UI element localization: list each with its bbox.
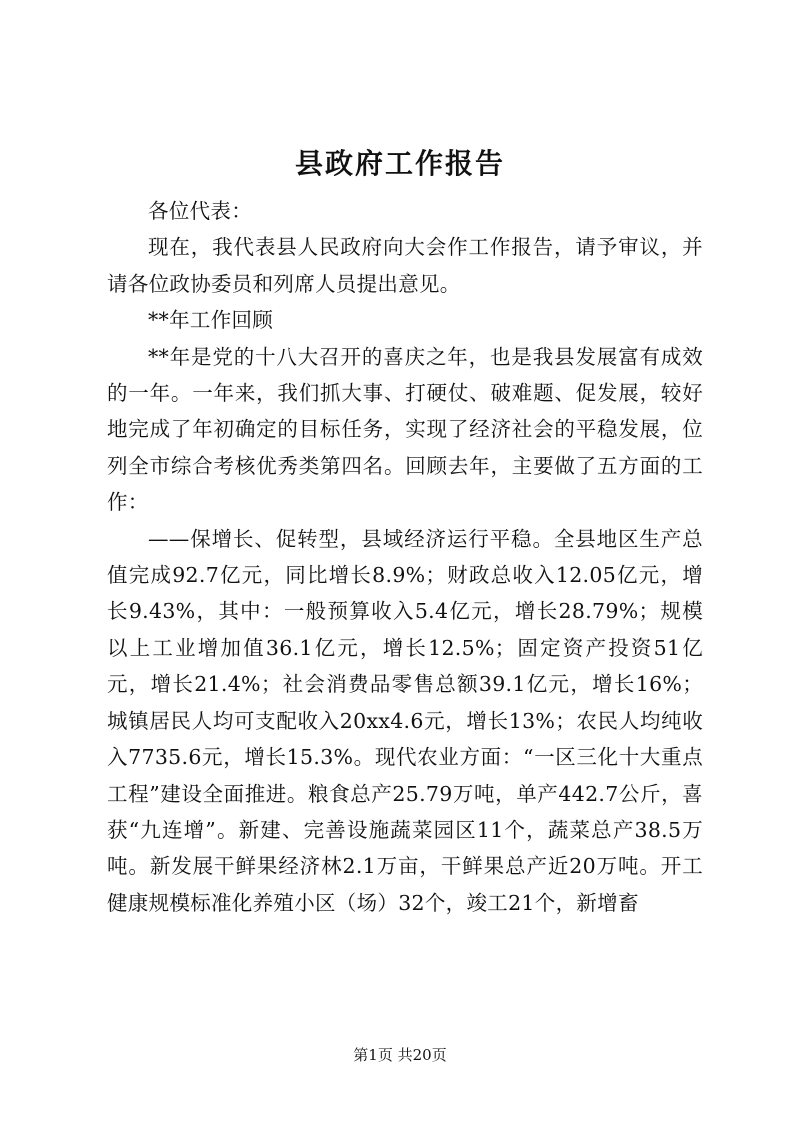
salutation-paragraph: 各位代表： <box>148 199 252 223</box>
opening-paragraph: 现在，我代表县人民政府向大会作工作报告，请予审议，并请各位政协委员和列席人员提出意见。 <box>107 235 703 296</box>
page-number-footer: 第1页 共20页 <box>353 1046 447 1064</box>
section-heading: **年工作回顾 <box>148 308 274 333</box>
review-paragraph: **年是党的十八大召开的喜庆之年，也是我县发展富有成效的一年。一年来，我们抓大事、打硬仗、破难题、促发展，较好地完成了年初确定的目标任务，实现了经济社会的平稳发展，位列全市综合考核优秀类第四名。回顾去年，主要做了五方面的工作： <box>107 344 703 515</box>
document-title: 县政府工作报告 <box>294 147 505 180</box>
economy-paragraph: ——保增长、促转型，县域经济运行平稳。全县地区生产总值完成92.7亿元，同比增长8.9%；财政总收入12.05亿元，增长9.43%，其中：一般预算收入5.4亿元，增长28.79%；规模以上工业增加值36.1亿元，增长12.5%；固定资产投资51亿元，增长21.4%；社会消费品零售总额39.1亿元，增长16%；城镇居民人均可支配收入20xx4.6元，增长13%；农民人均纯收入7735.6元，增长15.3%。现代农业方面：“一区三化十大重点工程”建设全面推进。粮食总产25.79万吨，单产442.7公斤，喜获“九连增”。新建、完善设施蔬菜园区11个，蔬菜总产38.5万吨。新发展干鲜果经济林2.1万亩，干鲜果总产近20万吨。开工健康规模标准化养殖小区（场）32个，竣工21个，新增畜 <box>107 526 703 915</box>
document-body <box>107 193 703 921</box>
